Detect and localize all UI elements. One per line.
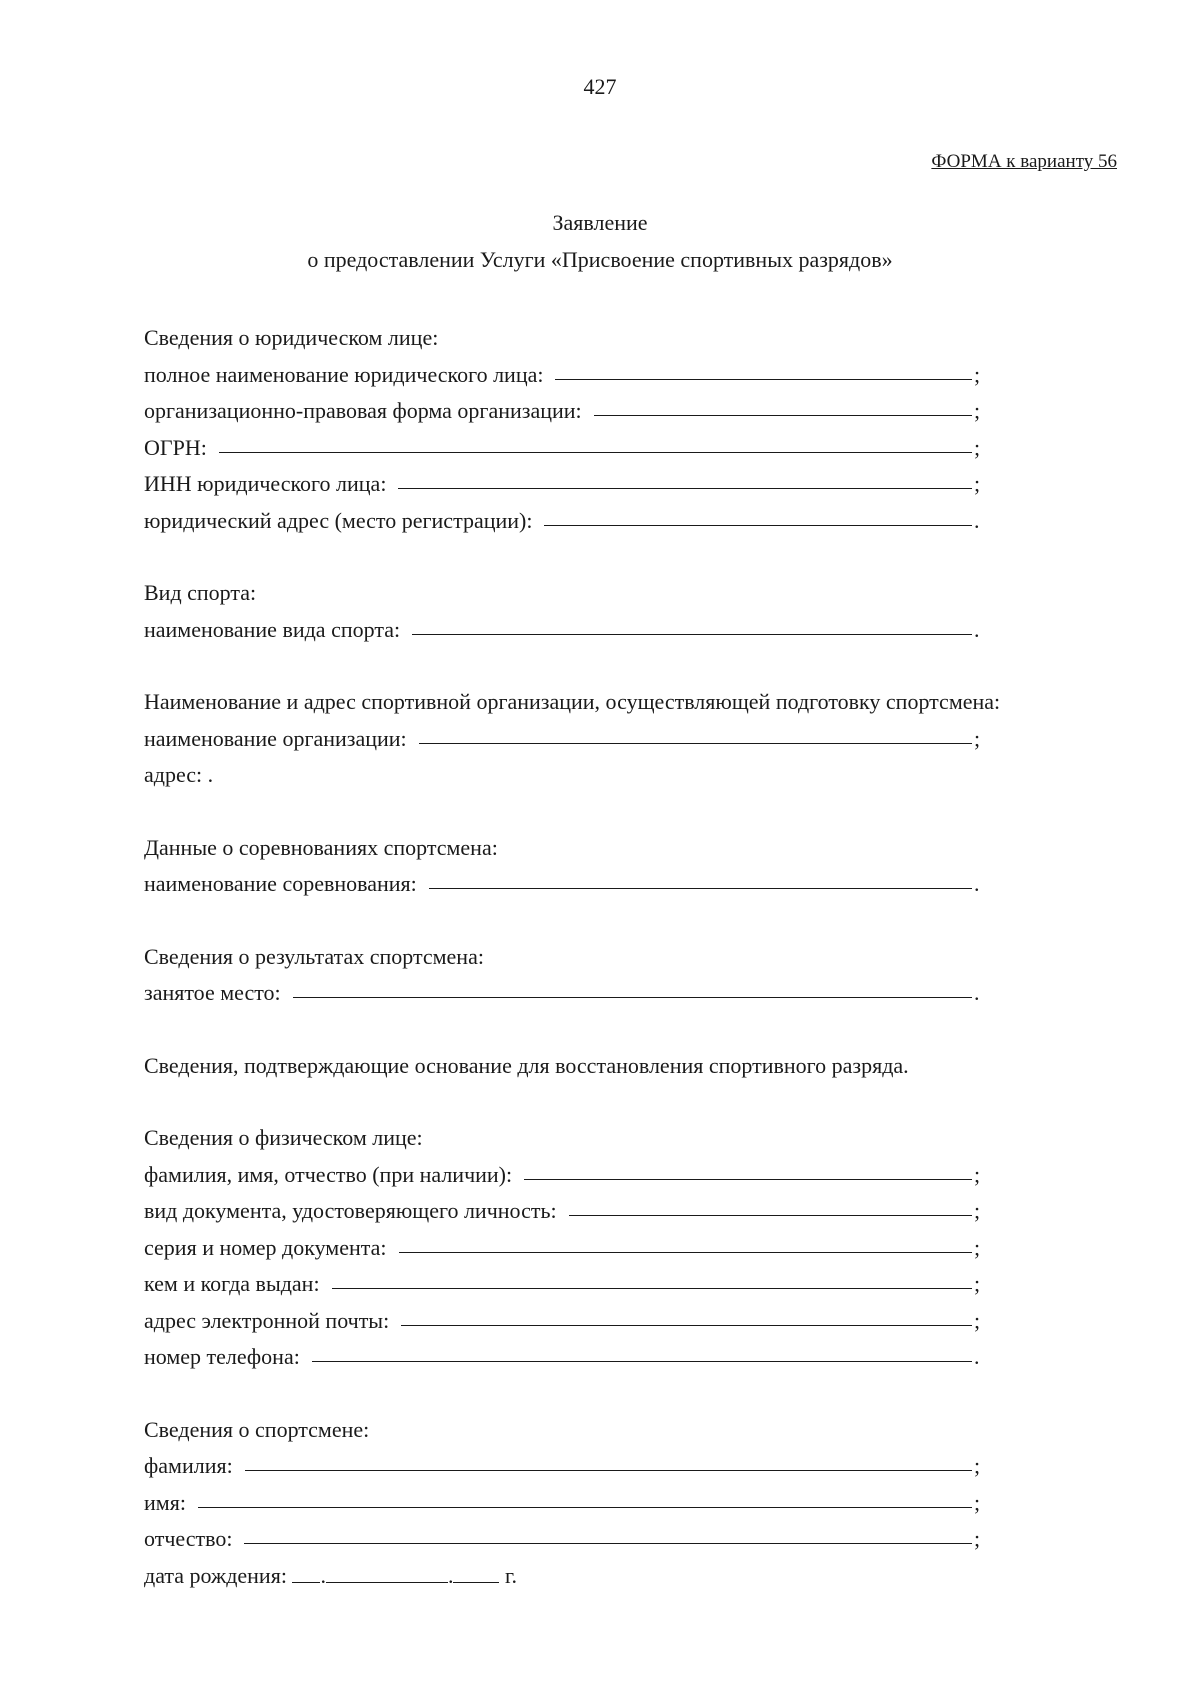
field-label: занятое место: [144, 980, 281, 1005]
birth-date-label: дата рождения: [144, 1562, 287, 1588]
section-training-org [144, 684, 1104, 794]
document-title: Заявление [552, 210, 648, 235]
id-document-type-blank[interactable] [569, 1193, 972, 1216]
section-heading: Вид спорта: [144, 580, 257, 605]
field-label: адрес электронной почты: [144, 1307, 390, 1333]
field-label: наименование соревнования: [144, 871, 417, 896]
field-end: ; [974, 1489, 981, 1515]
form-body [144, 320, 1104, 1594]
page-number: 427 [583, 74, 617, 99]
section-competitions [144, 830, 1104, 903]
field-row [144, 1303, 1104, 1340]
legal-address-blank[interactable] [544, 503, 972, 526]
field-end: ; [974, 1161, 981, 1187]
field-row [144, 721, 1104, 758]
section-individual [144, 1120, 1104, 1376]
section-legal-entity [144, 320, 1104, 539]
field-row [144, 1485, 1104, 1522]
field-label: ИНН юридического лица: [144, 471, 387, 496]
field-label: наименование вида спорта: [144, 616, 401, 642]
field-row [144, 1339, 1104, 1376]
field-row [144, 503, 1104, 540]
field-end: . [974, 871, 980, 896]
surname-blank[interactable] [245, 1448, 972, 1471]
field-end: ; [974, 434, 981, 460]
place-blank[interactable] [293, 975, 972, 998]
field-end: ; [974, 1453, 981, 1478]
sport-name-blank[interactable] [412, 612, 972, 635]
field-end: ; [974, 361, 981, 387]
field-end: ; [974, 1307, 981, 1333]
birth-date-separator: . [447, 1562, 454, 1588]
section-heading: Сведения о физическом лице: [144, 1125, 423, 1150]
birth-year-blank[interactable] [453, 1560, 499, 1583]
section-heading: Сведения о результатах спортсмена: [144, 943, 484, 969]
section-athlete [144, 1412, 1104, 1595]
field-label: фамилия, имя, отчество (при наличии): [144, 1161, 513, 1187]
field-label: имя: [144, 1489, 186, 1515]
birth-day-blank[interactable] [292, 1560, 320, 1583]
field-row [144, 975, 1104, 1012]
field-label: организационно-правовая форма организации: [144, 398, 582, 423]
field-label: фамилия: [144, 1453, 233, 1478]
legal-form-blank[interactable] [594, 393, 972, 416]
field-end: ; [974, 1198, 981, 1223]
section-results [144, 939, 1104, 1012]
field-end: ; [974, 471, 981, 496]
birth-date-separator: . [320, 1562, 326, 1588]
email-blank[interactable] [401, 1303, 972, 1326]
first-name-blank[interactable] [198, 1485, 972, 1508]
field-row [144, 1521, 1104, 1558]
ogrn-blank[interactable] [219, 430, 972, 453]
field-label: номер телефона: [144, 1344, 300, 1369]
section-heading: Данные о соревнованиях спортсмена: [144, 834, 498, 860]
field-end: . [974, 980, 980, 1005]
birth-month-blank[interactable] [326, 1560, 448, 1583]
section-heading: Сведения о юридическом лице: [144, 325, 439, 350]
field-row [144, 466, 1104, 503]
field-label: серия и номер документа: [144, 1234, 387, 1260]
form-reference: ФОРМА к варианту 56 [931, 151, 1117, 172]
section-restoration [144, 1048, 1104, 1085]
phone-blank[interactable] [312, 1339, 972, 1362]
field-label: наименование организации: [144, 725, 407, 751]
field-row [144, 1266, 1104, 1303]
issued-by-blank[interactable] [332, 1266, 972, 1289]
patronymic-blank[interactable] [244, 1521, 972, 1544]
field-row [144, 1448, 1104, 1485]
field-label: отчество: [144, 1526, 233, 1551]
field-label: кем и когда выдан: [144, 1271, 320, 1296]
field-row [144, 430, 1104, 467]
field-end: . [974, 1344, 980, 1369]
field-end: ; [974, 1234, 981, 1260]
restoration-note: Сведения, подтверждающие основание для восстановления спортивного разряда. [144, 1052, 909, 1078]
field-end: . [974, 507, 980, 533]
field-row [144, 357, 1104, 394]
competition-name-blank[interactable] [429, 866, 972, 889]
field-row [144, 1193, 1104, 1230]
full-name-person-blank[interactable] [524, 1157, 972, 1180]
field-row [144, 393, 1104, 430]
inn-blank[interactable] [398, 466, 972, 489]
birth-year-suffix: г. [504, 1562, 517, 1588]
document-subtitle: о предоставлении Услуги «Присвоение спортивных разрядов» [307, 247, 893, 272]
field-row [144, 1230, 1104, 1267]
field-end: ; [974, 398, 981, 423]
field-end: ; [974, 725, 981, 751]
section-sport [144, 575, 1104, 648]
field-end: ; [974, 1526, 981, 1551]
field-label: ОГРН: [144, 434, 207, 460]
address-line: адрес: . [144, 762, 214, 787]
field-row [144, 866, 1104, 903]
field-row [144, 612, 1104, 649]
field-row [144, 1157, 1104, 1194]
section-heading: Сведения о спортсмене: [144, 1416, 370, 1442]
document-number-blank[interactable] [399, 1230, 972, 1253]
section-heading: Наименование и адрес спортивной организации, осуществляющей подготовку спортсмена: [144, 689, 1001, 714]
field-label: полное наименование юридического лица: [144, 361, 544, 387]
field-label: вид документа, удостоверяющего личность: [144, 1198, 557, 1223]
field-label: юридический адрес (место регистрации): [144, 507, 533, 533]
org-name-blank[interactable] [419, 721, 972, 744]
field-end: ; [974, 1271, 981, 1296]
field-end: . [974, 616, 980, 642]
birth-date-row [144, 1558, 1104, 1595]
full-name-blank[interactable] [555, 357, 972, 380]
